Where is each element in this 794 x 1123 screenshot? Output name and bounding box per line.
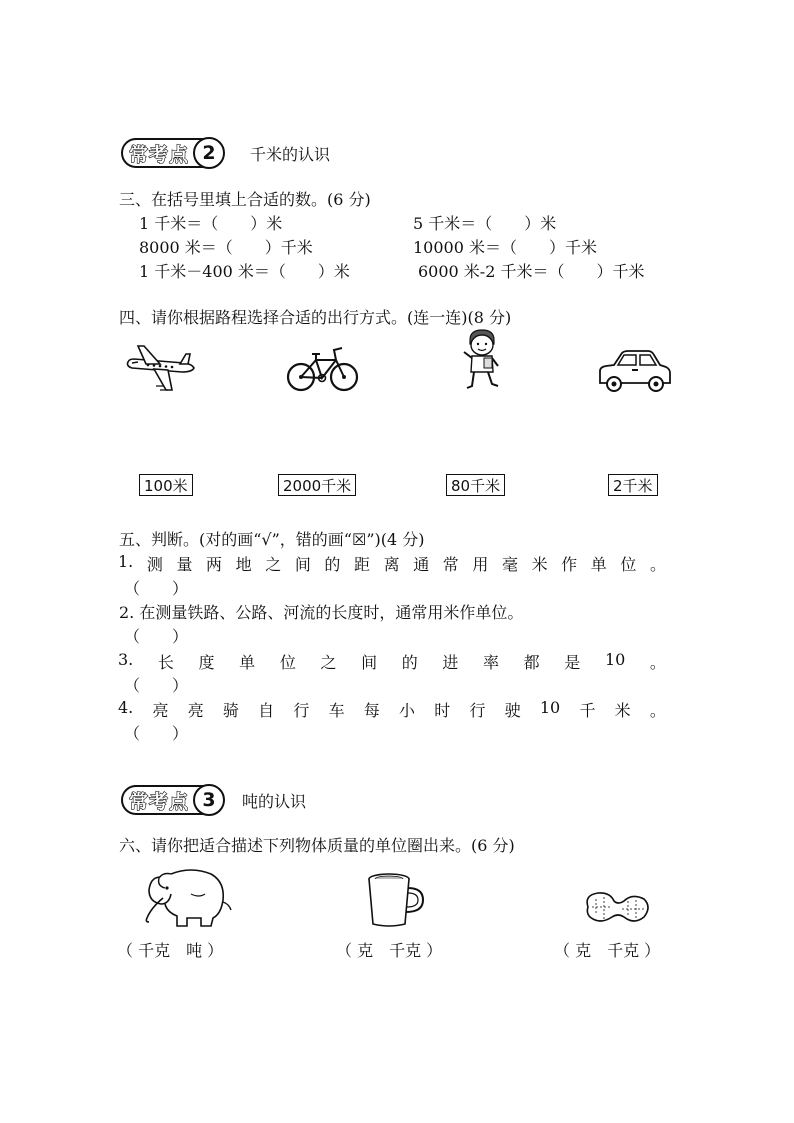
statement-char: 驶 xyxy=(504,701,521,720)
statement-char: 4. xyxy=(118,698,134,717)
statement-char: 行 xyxy=(469,701,486,720)
statement-char: 的 xyxy=(401,653,418,672)
statement-char: 米 xyxy=(531,555,548,574)
statement-char: 单 xyxy=(239,653,256,672)
statement-char: 之 xyxy=(265,555,282,574)
statement-char: 每 xyxy=(363,701,380,720)
q6-heading: 六、请你把适合描述下列物体质量的单位圈出来。(6 分) xyxy=(119,836,515,855)
statement-char: 1. xyxy=(118,552,134,571)
statement-char: 千 xyxy=(579,701,596,720)
q5-item-2: 2. 在测量铁路、公路、河流的长度时，通常用米作单位。 xyxy=(119,603,524,622)
choice-peanut[interactable]: （ 克 千克 ） xyxy=(554,941,661,960)
bicycle-icon xyxy=(286,344,360,394)
statement-char: 亮 xyxy=(152,701,169,720)
statement-char: 通 xyxy=(413,555,430,574)
q5-item-1 xyxy=(118,552,666,575)
q5-heading: 五、判断。(对的画“√”，错的画“☒”)(4 分) xyxy=(119,530,425,549)
q3-item-5: 1 千米－400 米＝（ ）米 xyxy=(139,262,350,281)
statement-char: 位 xyxy=(620,555,637,574)
badge-label: 常考点 xyxy=(129,790,190,813)
statement-char: 率 xyxy=(483,653,500,672)
statement-char: 距 xyxy=(354,555,371,574)
statement-char: 作 xyxy=(561,555,578,574)
q3-item-4: 10000 米＝（ ）千米 xyxy=(413,238,597,257)
statement-char: 。 xyxy=(649,555,666,574)
statement-char: 都 xyxy=(523,653,540,672)
statement-char: 是 xyxy=(564,653,581,672)
statement-char: 小 xyxy=(399,701,416,720)
statement-char: 自 xyxy=(258,701,275,720)
statement-char: 3. xyxy=(118,650,134,669)
q5-item-3 xyxy=(118,650,666,673)
answer-paren-4[interactable]: （ ） xyxy=(124,724,189,743)
statement-char: 10 xyxy=(604,650,626,669)
q3-heading: 三、在括号里填上合适的数。(6 分) xyxy=(119,190,371,209)
answer-paren-2[interactable]: （ ） xyxy=(124,627,189,646)
choice-cup[interactable]: （ 克 千克 ） xyxy=(336,941,443,960)
statement-char: 地 xyxy=(235,555,252,574)
section-badge-3 xyxy=(121,785,224,815)
peanut-icon xyxy=(582,889,652,927)
statement-char: 间 xyxy=(361,653,378,672)
q3-item-3: 8000 米＝（ ）千米 xyxy=(139,238,313,257)
statement-char: 两 xyxy=(206,555,223,574)
statement-char: 单 xyxy=(590,555,607,574)
statement-char: 位 xyxy=(279,653,296,672)
airplane-icon xyxy=(124,342,196,394)
statement-char: 用 xyxy=(472,555,489,574)
statement-char: 进 xyxy=(442,653,459,672)
answer-paren-3[interactable]: （ ） xyxy=(124,676,189,695)
q3-item-6: 6000 米-2 千米＝（ ）千米 xyxy=(418,262,645,281)
statement-char: 毫 xyxy=(501,555,518,574)
section-badge-2 xyxy=(121,138,224,168)
statement-char: 骑 xyxy=(222,701,239,720)
car-icon xyxy=(596,347,672,395)
statement-char: 之 xyxy=(320,653,337,672)
choice-elephant[interactable]: （ 千克 吨 ） xyxy=(117,941,224,960)
statement-char: 行 xyxy=(293,701,310,720)
answer-paren-1[interactable]: （ ） xyxy=(124,579,189,598)
q3-item-1: 1 千米＝（ ）米 xyxy=(139,214,283,233)
statement-char: 时 xyxy=(434,701,451,720)
badge-number: 3 xyxy=(193,784,225,816)
statement-char: 测 xyxy=(146,555,163,574)
distance-label-4: 2千米 xyxy=(608,474,658,496)
q5-item-4 xyxy=(118,698,666,721)
distance-label-2: 2000千米 xyxy=(278,474,356,496)
statement-char: 长 xyxy=(157,653,174,672)
q4-heading: 四、请你根据路程选择合适的出行方式。(连一连)(8 分) xyxy=(119,308,512,327)
badge-label: 常考点 xyxy=(129,143,190,166)
section-title-2: 千米的认识 xyxy=(250,145,331,164)
statement-char: 。 xyxy=(649,653,666,672)
statement-char: 米 xyxy=(614,701,631,720)
elephant-icon xyxy=(141,864,233,930)
statement-char: 车 xyxy=(328,701,345,720)
statement-char: 常 xyxy=(442,555,459,574)
statement-char: 度 xyxy=(198,653,215,672)
badge-number: 2 xyxy=(193,137,225,169)
statement-char: 10 xyxy=(539,698,561,717)
statement-char: 。 xyxy=(649,701,666,720)
distance-label-1: 100米 xyxy=(139,474,193,496)
statement-char: 的 xyxy=(324,555,341,574)
distance-label-3: 80千米 xyxy=(446,474,505,496)
q3-item-2: 5 千米＝（ ）米 xyxy=(413,214,557,233)
statement-char: 量 xyxy=(176,555,193,574)
section-title-3: 吨的认识 xyxy=(242,792,307,811)
cup-icon xyxy=(365,872,427,928)
walking-boy-icon xyxy=(462,328,502,394)
statement-char: 间 xyxy=(294,555,311,574)
statement-char: 离 xyxy=(383,555,400,574)
statement-char: 亮 xyxy=(187,701,204,720)
